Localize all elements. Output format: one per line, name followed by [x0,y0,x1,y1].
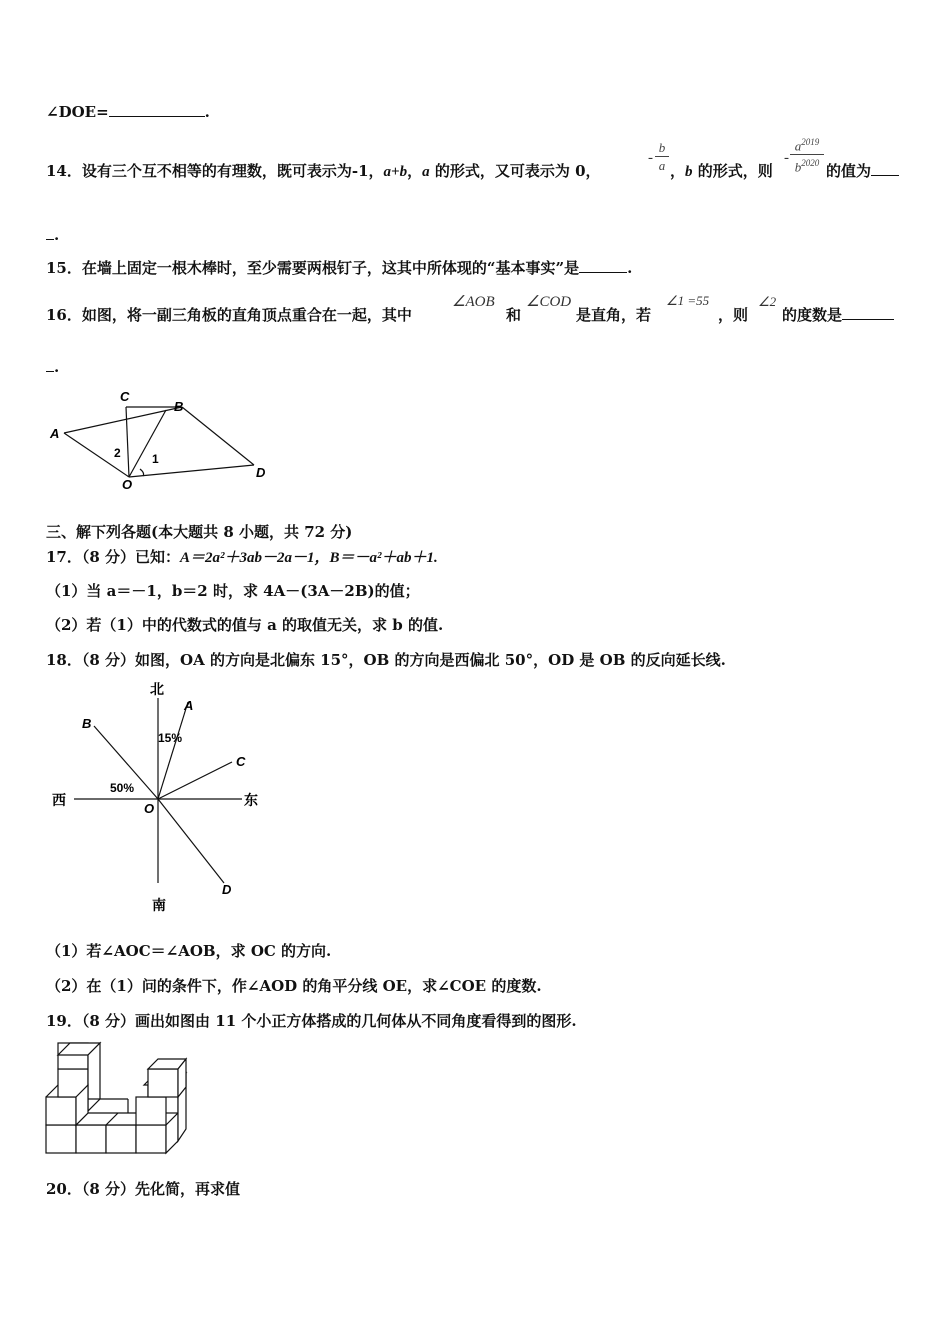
q13-period: . [204,103,210,121]
q14-answer-blank-cont [46,225,54,240]
q14-line [46,161,601,182]
q18-label-west: 西 [52,792,66,808]
q18-line1: 18．（8 分）如图，OA 的方向是北偏东 15°，OB 的方向是西偏北 50°，OD 是 OB 的反向延长线. [46,651,726,669]
q15-text: 15．在墙上固定一根木棒时，至少需要两根钉子，这其中所体现的“基本事实”是 [46,259,580,277]
q18-label-d: D [222,882,232,897]
q16-line-oc [126,407,129,477]
q19-cube-side [88,1043,100,1111]
q16-line-ob [129,410,166,477]
q19-cube-front [136,1097,166,1125]
q14-fraction-b-over-a [655,140,669,173]
q16-period: . [54,358,60,376]
q14-cont [46,225,59,245]
q16-angle-cod: ∠COD [526,294,572,310]
q13-answer-blank [109,102,205,117]
q16-text-e: 的度数是 [782,306,843,324]
q19-cube-front [136,1125,166,1153]
q14-sep: ， [407,162,423,180]
q19-line1: 19．（8 分）画出如图由 11 个小正方体搭成的几何体从不同角度看得到的图形. [46,1012,577,1030]
q19-edge [46,1085,58,1097]
q14-frac1-sign: - [648,150,653,166]
q16-answer-blank [842,305,894,320]
q18-compass-figure [44,680,274,915]
q14-text-a: 14．设有三个互不相等的有理数，既可表示为-1， [46,162,384,180]
q16-line-ab [64,407,182,433]
q17-part1: （1）当 a＝－1，b＝2 时，求 4A－(3A－2B)的值； [46,582,420,600]
q14-fraction-a-over-b [790,135,824,175]
q18-part2: （2）在（1）问的条件下，作∠AOD 的角平分线 OE，求∠COE 的度数. [46,977,542,995]
q16-answer-blank-cont [46,357,54,372]
q20-line1: 20．（8 分）先化简，再求值 [46,1180,241,1198]
q18-ray-oc [158,762,232,799]
q16-arc-1 [140,469,144,476]
q14-text-d: 的形式，则 [692,162,773,180]
q19-cube-front [46,1125,76,1153]
q17-expressions: A＝2a²＋3ab－2a－1，B＝－a²＋ab＋1. [180,550,438,566]
q18-ray-oa [158,702,188,799]
q19-cube-front [106,1125,136,1153]
q16-label-2: 2 [114,446,121,460]
q14-frac1-den: a [658,158,666,173]
q14-text-b: 的形式，又可表示为 0， [429,162,601,180]
q18-label-north: 北 [150,681,164,697]
q19-cube-front [46,1097,76,1125]
q14-frac2-sign: - [784,150,789,166]
q14-frac2-bar [790,154,824,155]
section3-title: 三、解下列各题(本大题共 8 小题，共 72 分) [46,523,353,541]
q16-label-1: 1 [152,452,159,466]
q16-text-d: ，则 [718,306,749,324]
q19-cube-side [166,1113,178,1153]
q14-answer-blank [871,161,899,176]
q13-angle-doe: ∠DOE= [46,103,109,121]
q19-cubes-figure [44,1040,189,1155]
q13-tail [46,102,210,122]
q14-frac1-num: b [658,140,666,155]
q16-label-c: C [120,389,130,404]
q14-text-e: 的值为 [826,162,872,180]
q16-text-a: 16．如图，将一副三角板的直角顶点重合在一起，其中 [46,306,412,324]
q17-line1 [46,547,438,568]
q16-line-bd [182,407,254,465]
q16-figure [44,385,274,495]
q14-period: . [54,226,60,244]
q16-angle1: ∠1 =55 [666,293,710,308]
q18-label-50: 50% [110,781,135,795]
q17-part2: （2）若（1）中的代数式的值与 a 的取值无关，求 b 的值. [46,616,444,634]
q14-frac2-num-exp: 2019 [801,137,820,147]
q16-label-b: B [174,399,184,414]
q14-a: a [422,164,430,180]
q18-label-south: 南 [152,897,166,913]
q18-label-east: 东 [244,792,258,808]
q15-line [46,258,632,278]
q14-b: b [685,164,693,180]
q18-label-a: A [184,698,194,713]
q16-angle-aob: ∠AOB [452,294,495,310]
q14-frac2-num: a [794,138,802,154]
q14-frac2-den: b [794,159,802,175]
q18-ray-od [158,799,224,883]
q18-part1: （1）若∠AOC＝∠AOB，求 OC 的方向. [46,942,332,960]
q16-label-o: O [122,477,133,492]
q14-frac2-den-exp: 2020 [801,158,820,169]
q16-cont [46,357,59,377]
q16-text-c: 是直角，若 [576,306,652,324]
q19-cube-front [148,1069,178,1097]
q16-line [46,305,412,325]
q19-cube-front [76,1125,106,1153]
q16-label-a: A [50,426,60,441]
q16-line-od [129,465,254,477]
q15-answer-blank [579,258,627,273]
q16-label-d: D [256,465,266,480]
q16-angle2: ∠2 [758,294,777,309]
q18-label-15: 15% [158,731,183,745]
q14-line-c [826,161,899,181]
q14-line-b [670,161,773,182]
q16-line-e [782,305,894,325]
q18-label-c: C [236,754,246,769]
q14-text-c: ， [670,162,686,180]
q14-a-plus-b: a+b [383,164,408,180]
q18-label-o: O [144,801,155,816]
q15-period: . [627,259,633,277]
q17-intro: 17．（8 分）已知： [46,548,181,566]
q18-label-b: B [82,716,92,731]
q14-frac1-bar [655,156,669,157]
q16-text-b: 和 [506,306,522,324]
